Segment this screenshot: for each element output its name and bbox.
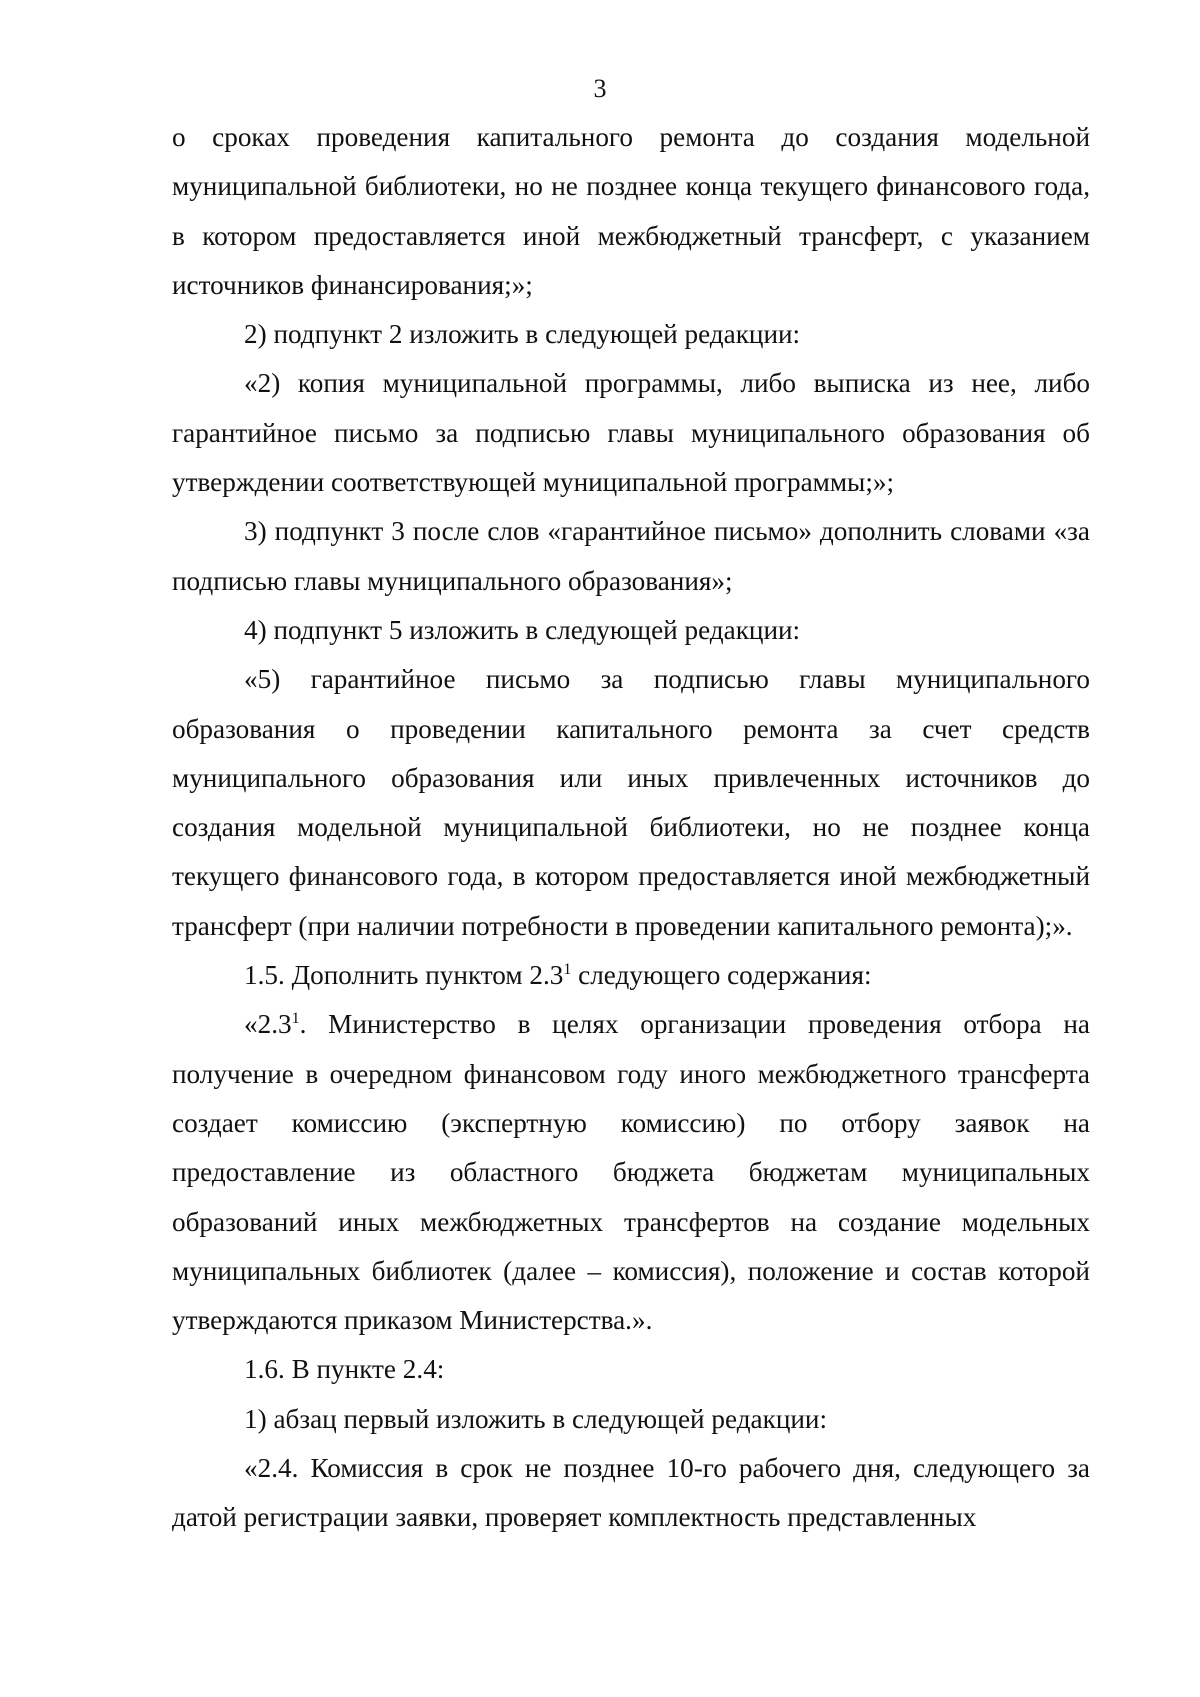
paragraph-item-2-4-text: «2.4. Комиссия в срок не позднее 10-го рабочего дня, следующего за датой регистрации заявки, проверяет комплектность представленных: [172, 1453, 1090, 1533]
paragraph-item-2-3-1: [172, 1000, 1090, 1345]
paragraph-item-1-5-before: 1.5. Дополнить пунктом 2.3: [244, 960, 564, 991]
paragraph-subpoint-5-heading: 4) подпункт 5 изложить в следующей редакции:: [244, 614, 801, 645]
paragraph-item-1-5: [172, 951, 1090, 1000]
paragraph-item-2-3-1-before: «2.3: [244, 1009, 292, 1040]
page-number: 3: [593, 74, 607, 103]
paragraph-subpoint-2-heading: 2) подпункт 2 изложить в следующей редакции:: [244, 319, 801, 350]
paragraph-item-1-5-after: следующего содержания:: [571, 960, 872, 991]
paragraph-subpoint-5-text: «5) гарантийное письмо за подписью главы муниципального образования о проведении капитального ремонта за счет средств муниципального образования или иных привлеченных источников до создания модельной муниципальной библиотеки, но не позднее конца текущего финансового года, в котором предоставляется иной межбюджетный трансферт (при наличии потребности в проведении капитального ремонта);».: [172, 664, 1090, 941]
paragraph-subpoint-3: 3) подпункт 3 после слов «гарантийное письмо» дополнить словами «за подписью главы муниципального образования»;: [172, 516, 1090, 596]
paragraph-item-2-3-1-after: . Министерство в целях организации проведения отбора на получение в очередном финансовом году иного межбюджетного трансферта создает комиссию (экспертную комиссию) по отбору заявок на предоставление из областного бюджета бюджетам муниципальных образований иных межбюджетных трансфертов на создание модельных муниципальных библиотек (далее – комиссия), положение и состав которой утверждаются приказом Министерства.».: [172, 1009, 1090, 1336]
paragraph-continuation: о сроках проведения капитального ремонта до создания модельной муниципальной библиотеки, но не позднее конца текущего финансового года, в котором предоставляется иной межбюджетный трансферт, с указанием источников финансирования;»;: [172, 122, 1090, 300]
superscript-footnote: 1: [291, 1010, 300, 1028]
superscript-footnote: 1: [563, 960, 572, 978]
document-body: [172, 113, 1090, 1543]
paragraph-item-1-6-subpoint-1: 1) абзац первый изложить в следующей редакции:: [244, 1403, 828, 1434]
paragraph-item-1-6: 1.6. В пункте 2.4:: [244, 1354, 445, 1385]
paragraph-subpoint-2-text: «2) копия муниципальной программы, либо выписка из нее, либо гарантийное письмо за подписью главы муниципального образования об утверждении соответствующей муниципальной программы;»;: [172, 368, 1090, 498]
